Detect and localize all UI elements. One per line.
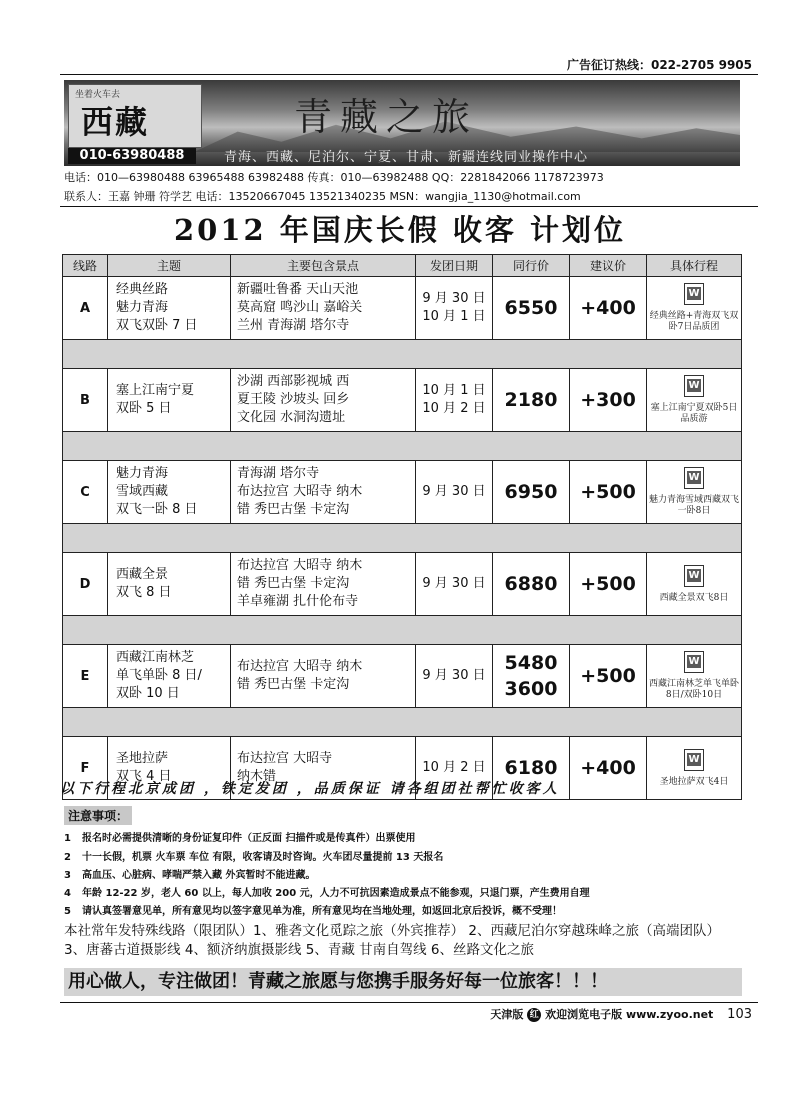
- table-gap-row: [63, 708, 742, 737]
- word-document-icon[interactable]: [684, 651, 704, 673]
- table-row: [63, 277, 742, 340]
- note-text: 年龄 12-22 岁，老人 60 以上，每人加收 200 元，人力不可抗因素造成景点不能参观，只退门票，产生费用自理: [82, 888, 590, 899]
- spots-line: 布达拉宫 大昭寺 纳木: [237, 484, 363, 499]
- gap-cell: [63, 432, 742, 461]
- top-divider: [60, 74, 758, 75]
- itinerary-filename[interactable]: 西藏全景双飞8日: [659, 592, 729, 603]
- date-line: 10 月 1 日: [422, 383, 486, 398]
- theme-line: 双卧 10 日: [116, 686, 180, 701]
- footer-url[interactable]: www.zyoo.net: [625, 1008, 714, 1021]
- itinerary-cell[interactable]: [647, 553, 742, 616]
- spots-line: 新疆吐鲁番 天山天池: [237, 282, 359, 297]
- price-value: 6550: [504, 297, 558, 319]
- special-routes: 本社常年发特殊线路（限团队）1、雅砻文化觅踪之旅（外宾推荐） 2、西藏尼泊尔穿越珠峰之旅（高端团队） 3、唐蕃古道摄影线 4、额济纳旗摄影线 5、青藏 甘南自驾线 6、丝路文化之旅: [64, 923, 720, 958]
- itinerary-filename[interactable]: 经典丝路+青海双飞双卧7日品质团: [649, 311, 739, 332]
- note-text: 高血压、心脏病、哮喘严禁入藏 外宾暂时不能进藏。: [82, 870, 316, 881]
- theme-line: 塞上江南宁夏: [116, 383, 195, 398]
- itinerary-cell[interactable]: [647, 645, 742, 708]
- ad-hotline: 广告征订热线：022-2705 9905: [566, 58, 752, 72]
- page-number: 103: [727, 1007, 752, 1022]
- date-line: 10 月 1 日: [422, 309, 486, 324]
- contact-divider: [60, 206, 758, 207]
- header-cell: 同行价: [493, 255, 570, 277]
- suggested-markup: +400: [570, 277, 647, 340]
- banner-subtitle: 青海、西藏、尼泊尔、宁夏、甘肃、新疆连线同业操作中心: [224, 150, 589, 165]
- table-gap-row: [63, 616, 742, 645]
- route-spots: [231, 277, 416, 340]
- departure-dates: [416, 461, 493, 524]
- spots-line: 错 秀巴古堡 卡定沟: [237, 677, 350, 692]
- logo-caption: 坐着火车去: [75, 90, 121, 100]
- route-code: C: [63, 461, 108, 524]
- route-code: A: [63, 277, 108, 340]
- price-value: 6180: [504, 757, 558, 779]
- notes-title: 注意事项：: [64, 806, 132, 825]
- departure-dates: [416, 369, 493, 432]
- note-item: [64, 884, 590, 899]
- gap-cell: [63, 340, 742, 369]
- date-line: 9 月 30 日: [422, 291, 486, 306]
- table-gap-row: [63, 524, 742, 553]
- theme-line: 双飞一卧 8 日: [116, 502, 198, 517]
- contact-phones: 电话：010—63980488 63965488 63982488 传真：010—63982488 QQ：2281842066 1178723973: [64, 171, 604, 184]
- footer-welcome: 欢迎浏览电子版: [545, 1008, 623, 1021]
- itinerary-cell[interactable]: [647, 461, 742, 524]
- note-text: 十一长假，机票 火车票 车位 有限，收客请及时咨询。火车团尽量提前 13 天报名: [82, 852, 444, 863]
- date-line: 10 月 2 日: [422, 760, 486, 775]
- peer-price: [493, 369, 570, 432]
- spots-line: 布达拉宫 大昭寺 纳木: [237, 659, 363, 674]
- note-item: [64, 829, 415, 844]
- itinerary-filename[interactable]: 魅力青海雪域西藏双飞一卧8日: [648, 495, 739, 516]
- route-code: B: [63, 369, 108, 432]
- departure-dates: [416, 277, 493, 340]
- route-code: D: [63, 553, 108, 616]
- theme-line: 双飞双卧 7 日: [116, 318, 198, 333]
- theme-line: 雪域西藏: [116, 484, 169, 499]
- suggested-markup: +500: [570, 645, 647, 708]
- slogan: 以下行程北京成团 ，铁定发团 ，品质保证 请各组团社帮忙收客人: [60, 781, 560, 797]
- table-row: [63, 461, 742, 524]
- suggested-markup: +500: [570, 461, 647, 524]
- spots-line: 错 秀巴古堡 卡定沟: [237, 576, 350, 591]
- contact-people: 联系人：王嘉 钟珊 符学艺 电话：13520667045 13521340235 MSN：wangjia_1130@hotmail.com: [64, 190, 581, 203]
- price-value: 5480: [504, 652, 558, 674]
- date-line: 9 月 30 日: [422, 484, 486, 499]
- note-text: 请认真签署意见单，所有意见均以签字意见单为准，所有意见均在当地处理，如返回北京后投诉，概不受理！: [82, 906, 562, 917]
- theme-line: 魅力青海: [116, 466, 169, 481]
- table-header-row: [63, 255, 742, 277]
- route-theme: [108, 461, 231, 524]
- note-number: 5: [64, 906, 71, 917]
- spots-line: 布达拉宫 大昭寺 纳木: [237, 558, 363, 573]
- motto-bar: 用心做人，专注做团！青藏之旅愿与您携手服务好每一位旅客！！！: [64, 968, 742, 996]
- date-line: 10 月 2 日: [422, 401, 486, 416]
- date-line: 9 月 30 日: [422, 576, 486, 591]
- route-spots: [231, 645, 416, 708]
- header-cell: 主题: [108, 255, 231, 277]
- note-number: 1: [64, 833, 71, 844]
- route-theme: [108, 645, 231, 708]
- theme-line: 双卧 5 日: [116, 401, 172, 416]
- note-number: 2: [64, 852, 71, 863]
- word-document-icon[interactable]: [684, 467, 704, 489]
- itinerary-filename[interactable]: 圣地拉萨双飞4日: [659, 776, 729, 787]
- header-cell: 具体行程: [647, 255, 742, 277]
- departure-dates: [416, 645, 493, 708]
- spots-line: 夏王陵 沙坡头 回乡: [237, 392, 350, 407]
- route-theme: [108, 553, 231, 616]
- peer-price: [493, 645, 570, 708]
- peer-price: [493, 277, 570, 340]
- tour-table: [62, 254, 742, 800]
- theme-line: 西藏江南林芝: [116, 650, 195, 665]
- word-letter-icon: W: [688, 288, 700, 299]
- itinerary-cell[interactable]: [647, 369, 742, 432]
- header-cell: 发团日期: [416, 255, 493, 277]
- logo: [68, 84, 202, 148]
- itinerary-filename[interactable]: 塞上江南宁夏双卧5日品质游: [650, 403, 738, 424]
- price-value: 2180: [504, 389, 558, 411]
- suggested-markup: +500: [570, 553, 647, 616]
- word-letter-icon: W: [688, 380, 700, 391]
- theme-line: 双飞 8 日: [116, 585, 172, 600]
- price-value: 6950: [504, 481, 558, 503]
- gap-cell: [63, 616, 742, 645]
- word-letter-icon: W: [688, 569, 700, 581]
- route-theme: [108, 369, 231, 432]
- suggested-markup: +400: [570, 737, 647, 800]
- word-document-icon[interactable]: [684, 565, 704, 587]
- note-item: [64, 848, 443, 863]
- note-item: [64, 866, 315, 881]
- footer-edition: 天津版: [490, 1008, 524, 1021]
- note-text: 报名时必需提供清晰的身份证复印件（正反面 扫描件或是传真件）出票使用: [82, 833, 416, 844]
- spots-line: 纳木错: [237, 769, 277, 784]
- peer-price: [493, 461, 570, 524]
- headline: 2012 年国庆长假 收客 计划位: [173, 213, 626, 247]
- departure-dates: [416, 553, 493, 616]
- spots-line: 文化园 水洞沟遗址: [237, 410, 346, 425]
- word-letter-icon: W: [688, 656, 700, 667]
- banner-title: 青藏之旅: [294, 95, 479, 139]
- route-theme: [108, 277, 231, 340]
- route-spots: [231, 553, 416, 616]
- footer-badge: 红: [527, 1008, 541, 1022]
- gap-cell: [63, 708, 742, 737]
- table-row: [63, 369, 742, 432]
- footer: [490, 1006, 752, 1022]
- price-value: 3600: [504, 678, 558, 700]
- note-number: 4: [64, 888, 71, 899]
- theme-line: 双飞 4 日: [116, 769, 172, 784]
- table-row: [63, 553, 742, 616]
- route-code: F: [63, 737, 108, 800]
- gap-cell: [63, 524, 742, 553]
- theme-line: 经典丝路: [116, 282, 169, 297]
- theme-line: 圣地拉萨: [116, 751, 169, 766]
- itinerary-cell[interactable]: [647, 277, 742, 340]
- spots-line: 错 秀巴古堡 卡定沟: [237, 502, 350, 517]
- peer-price: [493, 553, 570, 616]
- price-value: 6880: [504, 573, 558, 595]
- word-letter-icon: W: [688, 472, 700, 483]
- spots-line: 兰州 青海湖 塔尔寺: [237, 318, 350, 333]
- logo-text: 西藏: [81, 103, 150, 141]
- itinerary-filename[interactable]: 西藏江南林芝单飞单卧8日/双卧10日: [648, 679, 739, 700]
- table-row: [63, 645, 742, 708]
- theme-line: 西藏全景: [116, 567, 169, 582]
- header-cell: 主要包含景点: [231, 255, 416, 277]
- word-letter-icon: W: [688, 753, 700, 765]
- table-gap-row: [63, 340, 742, 369]
- spots-line: 羊卓雍湖 扎什伦布寺: [237, 594, 359, 609]
- route-spots: [231, 369, 416, 432]
- theme-line: 魅力青海: [116, 300, 169, 315]
- route-spots: [231, 461, 416, 524]
- suggested-markup: +300: [570, 369, 647, 432]
- spots-line: 沙湖 西部影视城 西: [237, 374, 350, 389]
- spots-line: 莫高窟 鸣沙山 嘉峪关: [237, 300, 363, 315]
- route-code: E: [63, 645, 108, 708]
- theme-line: 单飞单卧 8 日/: [116, 668, 202, 683]
- spots-line: 青海湖 塔尔寺: [237, 466, 320, 481]
- spots-line: 布达拉宫 大昭寺: [237, 751, 333, 766]
- header-cell: 线路: [63, 255, 108, 277]
- itinerary-cell[interactable]: [647, 737, 742, 800]
- header-cell: 建议价: [570, 255, 647, 277]
- table-gap-row: [63, 432, 742, 461]
- word-document-icon[interactable]: [684, 749, 704, 771]
- banner-phone: 010-63980488: [68, 148, 196, 164]
- banner: [64, 80, 740, 166]
- table-body: [63, 277, 742, 800]
- note-item: [64, 902, 562, 917]
- bottom-divider: [60, 1002, 758, 1003]
- note-number: 3: [64, 870, 71, 881]
- word-document-icon[interactable]: [684, 283, 704, 305]
- word-document-icon[interactable]: [684, 375, 704, 397]
- date-line: 9 月 30 日: [422, 668, 486, 683]
